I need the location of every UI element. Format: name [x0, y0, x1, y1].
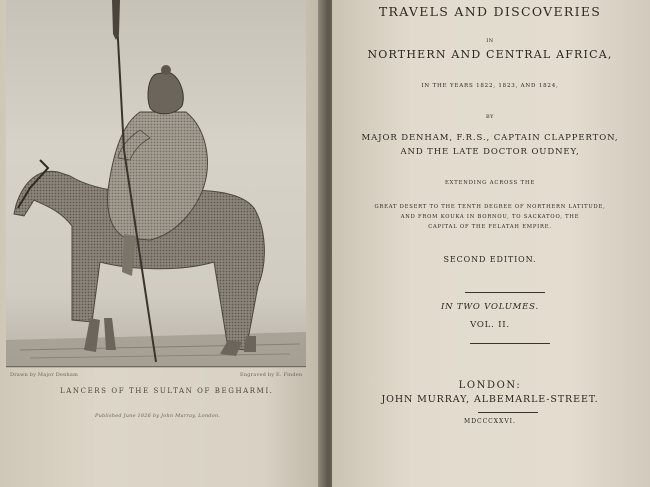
imprint-city: LONDON:: [458, 380, 522, 391]
rule-top: [465, 292, 545, 293]
description-line-3: CAPITAL OF THE FELATAH EMPIRE.: [428, 224, 552, 230]
plate-caption: LANCERS OF THE SULTAN OF BEGHARMI.: [60, 387, 274, 395]
edition: SECOND EDITION.: [443, 255, 537, 264]
plate-border: [6, 366, 306, 367]
extending-line: EXTENDING ACROSS THE: [444, 180, 536, 186]
imprint-date: MDCCCXXVI.: [464, 418, 516, 425]
description-line-1: GREAT DESERT TO THE TENTH DEGREE OF NORTHERN LATITUDE,: [374, 204, 606, 210]
imprint-publisher: JOHN MURRAY, ALBEMARLE-STREET.: [381, 394, 599, 405]
authors-line-1: MAJOR DENHAM, F.R.S., CAPTAIN CLAPPERTON,: [361, 133, 619, 143]
volumes-count: IN TWO VOLUMES.: [440, 302, 539, 312]
rule-bottom: [470, 343, 550, 344]
title-line-1: TRAVELS AND DISCOVERIES: [378, 4, 602, 19]
publication-line: Published June 1826 by John Murray, London.: [95, 413, 221, 419]
description-line-2: AND FROM KOUKA IN BORNOU, TO SACKATOO, THE: [400, 214, 580, 220]
engraver-credit-right: Engraved by E. Finden: [240, 372, 303, 378]
engraver-credit-left: Drawn by Major Denham: [10, 372, 79, 378]
horseman-engraving: [0, 0, 330, 400]
right-page: [332, 0, 650, 487]
title-in: IN: [486, 38, 494, 44]
title-years: IN THE YEARS 1822, 1823, AND 1824,: [421, 83, 559, 89]
rule-date: [478, 412, 538, 413]
authors-line-2: AND THE LATE DOCTOR OUDNEY,: [400, 147, 580, 157]
volume-number: VOL. II.: [470, 320, 510, 330]
title-by: BY: [485, 114, 495, 120]
title-line-2: NORTHERN AND CENTRAL AFRICA,: [367, 48, 613, 61]
